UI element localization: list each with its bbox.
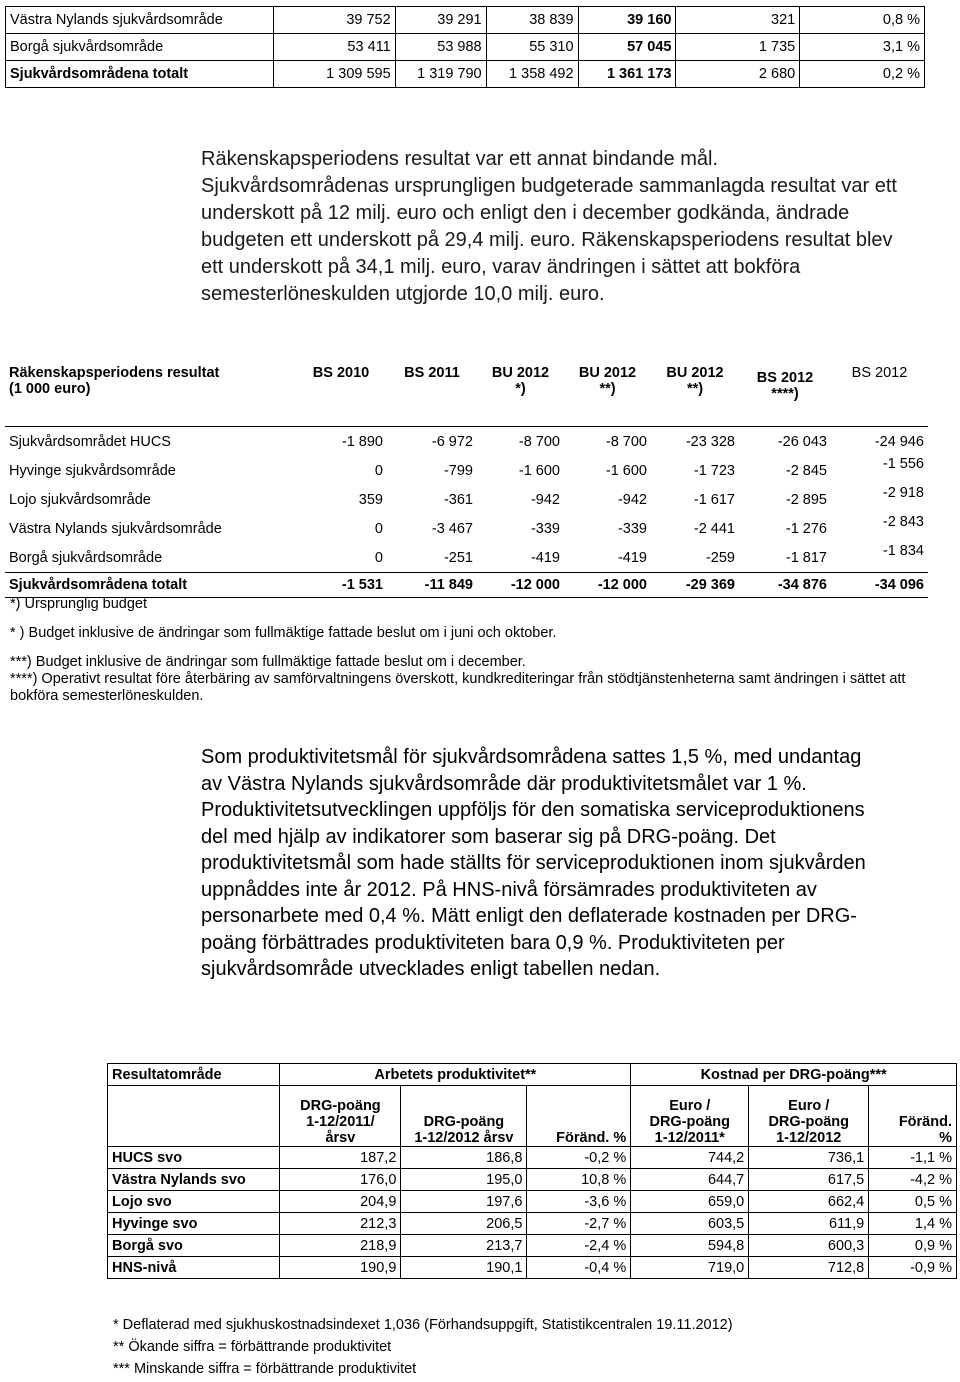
cell: -2,7 % (527, 1213, 631, 1235)
footnotes (113, 1314, 733, 1380)
table-row (108, 1169, 957, 1191)
header-label-line: (1 000 euro) (9, 381, 91, 397)
column-header (651, 360, 739, 427)
table-row (5, 514, 928, 543)
cell: 2 680 (676, 61, 800, 88)
row-label: Borgå sjukvårdsområde (6, 34, 274, 61)
cell: -2 845 (785, 462, 827, 479)
row-label: Västra Nylands sjukvårdsområde (9, 520, 222, 537)
cell: -2 895 (785, 491, 827, 508)
row-label: Västra Nylands sjukvårdsområde (6, 7, 274, 34)
cell: 190,1 (401, 1257, 527, 1279)
cell: -361 (443, 491, 473, 508)
column-header (869, 1086, 957, 1147)
header-text: Föränd. (898, 1114, 952, 1130)
row-label: Lojo svo (108, 1191, 280, 1213)
header-text: BU 2012 (666, 365, 724, 381)
column-header (401, 1086, 527, 1147)
cell: -34 876 (739, 573, 831, 598)
cell: 321 (676, 7, 800, 34)
header-text: 1-12/2011* (654, 1130, 725, 1146)
table-notes (10, 596, 940, 705)
cell: -251 (443, 549, 473, 566)
cell: 0,8 % (800, 7, 925, 34)
cell: -4,2 % (869, 1169, 957, 1191)
footnote: *** Minskande siffra = förbättrande produktivitet (113, 1361, 417, 1377)
cell: -2 843 (882, 514, 924, 530)
cell: -339 (617, 520, 647, 537)
cell: -34 096 (831, 573, 928, 598)
column-header (749, 1086, 869, 1147)
header-text: 1-12/2012 årsv (414, 1130, 514, 1146)
cell: 53 411 (273, 34, 395, 61)
header-text: Euro / (788, 1098, 830, 1114)
cell: -1 890 (295, 427, 387, 457)
cell: 0 (374, 462, 383, 479)
cell: -2,4 % (527, 1235, 631, 1257)
header-label (5, 360, 295, 427)
cell: 195,0 (401, 1169, 527, 1191)
table-row (6, 7, 925, 34)
header-text: årsv (325, 1130, 356, 1146)
cell: -942 (617, 491, 647, 508)
header-text: 1-12/2012 (776, 1130, 842, 1146)
table-row-total (6, 61, 925, 88)
header-text: DRG-poäng (649, 1114, 731, 1130)
row-label: Borgå svo (108, 1235, 280, 1257)
cell: -339 (530, 520, 560, 537)
cell: 0,2 % (800, 61, 925, 88)
note: ****) Operativt resultat före återbäring av samförvaltningens överskott, kundkrediteringar från stödtjänstenheterna samt ändringen i sättet att bokföra semesterlöneskulden. (10, 671, 906, 704)
column-header (631, 1086, 749, 1147)
header-text: DRG-poäng (768, 1114, 849, 1130)
cell: 603,5 (631, 1213, 749, 1235)
column-header (280, 1086, 401, 1147)
header-text: DRG-poäng (300, 1098, 381, 1114)
table-row (5, 485, 928, 514)
cell: 659,0 (631, 1191, 749, 1213)
result-table (5, 360, 928, 598)
header-text: Euro / (669, 1098, 711, 1114)
column-header (831, 360, 928, 427)
cell: 176,0 (280, 1169, 401, 1191)
cell: -1 817 (785, 549, 827, 566)
header-text: **) (686, 381, 704, 397)
cell: 39 160 (578, 7, 676, 34)
cell: 39 291 (395, 7, 486, 34)
table-row (108, 1257, 957, 1279)
cell: 662,4 (749, 1191, 869, 1213)
row-label: Hyvinge svo (108, 1213, 280, 1235)
cell: -12 000 (477, 573, 564, 598)
cell: -12 000 (564, 573, 651, 598)
header-text: BS 2012 (851, 365, 908, 381)
cell: 187,2 (280, 1147, 401, 1169)
cell: 0,5 % (869, 1191, 957, 1213)
cell: 206,5 (401, 1213, 527, 1235)
cell: -1 617 (693, 491, 735, 508)
header-text: BU 2012 (578, 365, 637, 381)
cell: -0,4 % (527, 1257, 631, 1279)
cell: 600,3 (749, 1235, 869, 1257)
cell: 204,9 (280, 1191, 401, 1213)
cell: -1 834 (882, 543, 924, 559)
cell: -419 (617, 549, 647, 566)
cell: 1 319 790 (395, 61, 486, 88)
column-header (477, 360, 564, 427)
header-text: 1-12/2011/ (306, 1114, 375, 1130)
cell: -2 918 (882, 485, 924, 501)
header-text: BU 2012 (491, 365, 550, 381)
cell: 1 358 492 (486, 61, 578, 88)
column-header (527, 1086, 631, 1147)
footnote: * Deflaterad med sjukhuskostnadsindexet 1,036 (Förhandsuppgift, Statistikcentralen 19.11.2012) (113, 1317, 733, 1333)
cell: -0,9 % (869, 1257, 957, 1279)
cell: 218,9 (280, 1235, 401, 1257)
cell: 712,8 (749, 1257, 869, 1279)
cell: 38 839 (486, 7, 578, 34)
header-text: BS 2011 (404, 365, 460, 381)
column-header (295, 360, 387, 427)
header-text: *) (515, 381, 526, 397)
table-header (108, 1064, 957, 1086)
cell: 594,8 (631, 1235, 749, 1257)
header-text: DRG-poäng (423, 1114, 505, 1130)
cell: 190,9 (280, 1257, 401, 1279)
cell: 1 735 (676, 34, 800, 61)
row-label: Sjukvårdsområdena totalt (6, 61, 274, 88)
row-label: Lojo sjukvårdsområde (9, 491, 151, 508)
header-text: BS 2010 (312, 365, 370, 381)
column-header (387, 360, 477, 427)
cell: 1 361 173 (578, 61, 676, 88)
cell: 0,9 % (869, 1235, 957, 1257)
cell: -1,1 % (869, 1147, 957, 1169)
table-row (108, 1213, 957, 1235)
productivity-paragraph: Som produktivitetsmål för sjukvårdsområdena sattes 1,5 %, med undantag av Västra Nylands sjukvårdsområde där produktivitetsmålet var 1 %. Produktivitetsutvecklingen uppföljs för den somatiska serviceproduktionens del med hjälp av indikatorer som baserar sig på DRG-poäng. Det produktivitetsmål som hade ställts för serviceproduktionen inom sjukvården uppnåddes inte år 2012. På HNS-nivå försämrades produktiviteten av personarbete med 0,4 %. Mätt enligt den deflaterade kostnaden per DRG-poäng förbättrades produktiviteten bara 0,9 %. Produktiviteten per sjukvårdsområde utvecklades enligt tabellen nedan. (201, 746, 866, 980)
productivity-table (107, 1063, 957, 1279)
header-text: **) (599, 381, 616, 397)
cell: 617,5 (749, 1169, 869, 1191)
cell: 0 (374, 549, 383, 566)
cell: 3,1 % (800, 34, 925, 61)
cell: 644,7 (631, 1169, 749, 1191)
cell: 359 (358, 491, 383, 508)
row-label: HNS-nivå (108, 1257, 280, 1279)
cell: -799 (443, 462, 473, 479)
cell: -23 328 (651, 427, 739, 457)
table-row-total (5, 573, 928, 598)
cell: -8 700 (477, 427, 564, 457)
table-row (5, 456, 928, 485)
table-row (108, 1147, 957, 1169)
cell: -1 276 (785, 520, 827, 537)
cell: -2 441 (693, 520, 735, 537)
column-header (564, 360, 651, 427)
cell: -1 556 (882, 456, 924, 472)
table-row (108, 1191, 957, 1213)
cell: 186,8 (401, 1147, 527, 1169)
header-text: Föränd. % (556, 1130, 627, 1146)
header-text: % (939, 1130, 952, 1146)
table-row (6, 34, 925, 61)
cell: 55 310 (486, 34, 578, 61)
row-label: Sjukvårdsområdena totalt (5, 573, 295, 598)
cell: -419 (530, 549, 560, 566)
cell: -3,6 % (527, 1191, 631, 1213)
table-row (108, 1235, 957, 1257)
cell: 53 988 (395, 34, 486, 61)
table-header (5, 360, 928, 427)
cell: 736,1 (749, 1147, 869, 1169)
row-label: Västra Nylands svo (108, 1169, 280, 1191)
header-label-line: Räkenskapsperiodens resultat (9, 365, 220, 381)
cell: -259 (705, 549, 735, 566)
header-text: BS 2012 (756, 370, 814, 386)
row-label: Borgå sjukvårdsområde (9, 549, 163, 566)
column-header (108, 1086, 280, 1147)
cell: -8 700 (564, 427, 651, 457)
cell: 1 309 595 (273, 61, 395, 88)
column-header: Kostnad per DRG-poäng*** (631, 1064, 957, 1086)
cell: 57 045 (578, 34, 676, 61)
cell: -1 600 (605, 462, 647, 479)
cell: -29 369 (651, 573, 739, 598)
column-header: Resultatområde (108, 1064, 280, 1086)
table-row (5, 543, 928, 573)
population-table (5, 6, 925, 88)
column-header: Arbetets produktivitet** (280, 1064, 631, 1086)
cell: -1 531 (295, 573, 387, 598)
note: *) Ursprunglig budget (10, 596, 148, 612)
table-subheader (108, 1086, 957, 1147)
cell: 39 752 (273, 7, 395, 34)
cell: -6 972 (387, 427, 477, 457)
row-label: Sjukvårdsområdet HUCS (5, 427, 295, 457)
note: * ) Budget inklusive de ändringar som fullmäktige fattade beslut om i juni och oktober. (10, 625, 557, 641)
cell: -26 043 (739, 427, 831, 457)
table-row (5, 427, 928, 457)
cell: 10,8 % (527, 1169, 631, 1191)
row-label: HUCS svo (108, 1147, 280, 1169)
cell: 0 (374, 520, 383, 537)
row-label: Hyvinge sjukvårdsområde (9, 462, 176, 479)
cell: -0,2 % (527, 1147, 631, 1169)
footnote: ** Ökande siffra = förbättrande produktivitet (113, 1339, 392, 1355)
cell: 744,2 (631, 1147, 749, 1169)
note: ***) Budget inklusive de ändringar som fullmäktige fattade beslut om i december. (10, 654, 526, 670)
cell: 197,6 (401, 1191, 527, 1213)
cell: -11 849 (387, 573, 477, 598)
cell: 719,0 (631, 1257, 749, 1279)
cell: 1,4 % (869, 1213, 957, 1235)
column-header (739, 360, 831, 427)
cell: 611,9 (749, 1213, 869, 1235)
cell: -942 (530, 491, 560, 508)
header-text: ****) (771, 386, 799, 402)
result-paragraph: Räkenskapsperiodens resultat var ett annat bindande mål. Sjukvårdsområdenas ursprungligen budgeterade sammanlagda resultat var ett underskott på 12 milj. euro och enligt den i december godkända, ändrade budgeten ett underskott på 29,4 milj. euro. Räkenskapsperiodens resultat blev ett underskott på 34,1 milj. euro, varav ändringen i sättet att bokföra semesterlöneskulden utgjorde 10,0 milj. euro. (201, 148, 897, 305)
cell: 213,7 (401, 1235, 527, 1257)
cell: -3 467 (431, 520, 473, 537)
cell: -1 600 (518, 462, 560, 479)
cell: -1 723 (693, 462, 735, 479)
cell: 212,3 (280, 1213, 401, 1235)
cell: -24 946 (831, 427, 928, 457)
